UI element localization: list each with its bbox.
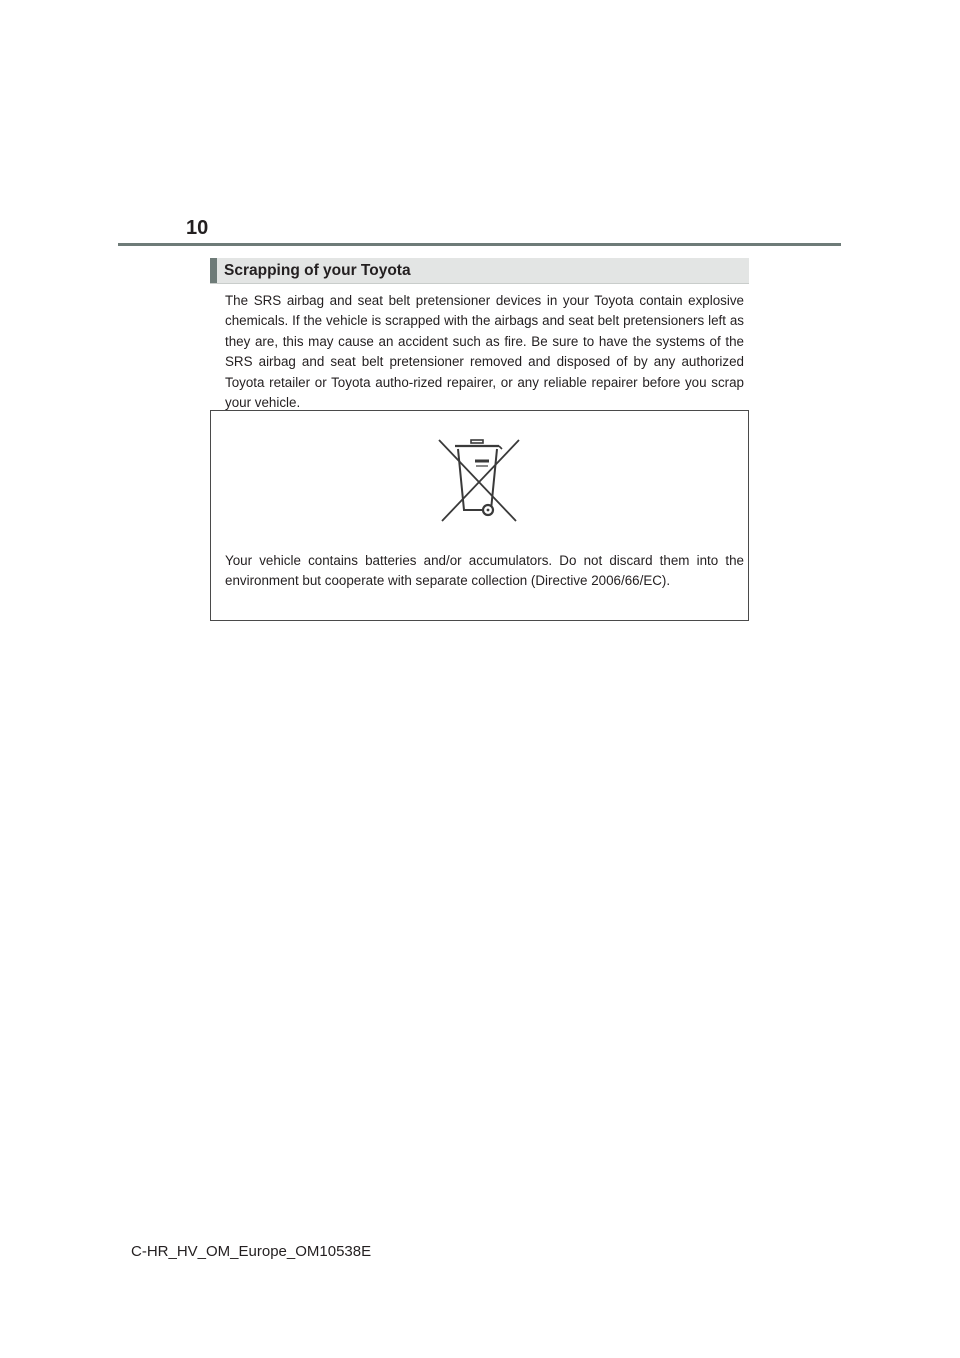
section-heading	[210, 258, 749, 284]
section-heading-title: Scrapping of your Toyota	[224, 262, 411, 279]
footer-document-code: C-HR_HV_OM_Europe_OM10538E	[131, 1243, 372, 1260]
header-rule	[118, 243, 841, 246]
section-heading-bar	[210, 258, 217, 283]
battery-notice-text: Your vehicle contains batteries and/or accumulators. Do not discard them into the environment but cooperate with separate collection (Directive 2006/66/EC).	[225, 553, 744, 589]
page-number: 10	[186, 217, 209, 239]
section-body-text: The SRS airbag and seat belt pretensioner devices in your Toyota contain explosive chemicals. If the vehicle is scrapped with the airbags and seat belt pretensioners left as they are, this may cause an accident such as fire. Be sure to have the systems of the SRS airbag and seat belt pretensioner removed and disposed of by any authorized Toyota retailer or Toyota autho-rized repairer, or any reliable repairer before you scrap your vehicle.	[225, 293, 744, 411]
crossed-out-wheelie-bin-icon	[436, 437, 522, 523]
battery-notice-box	[210, 410, 749, 621]
